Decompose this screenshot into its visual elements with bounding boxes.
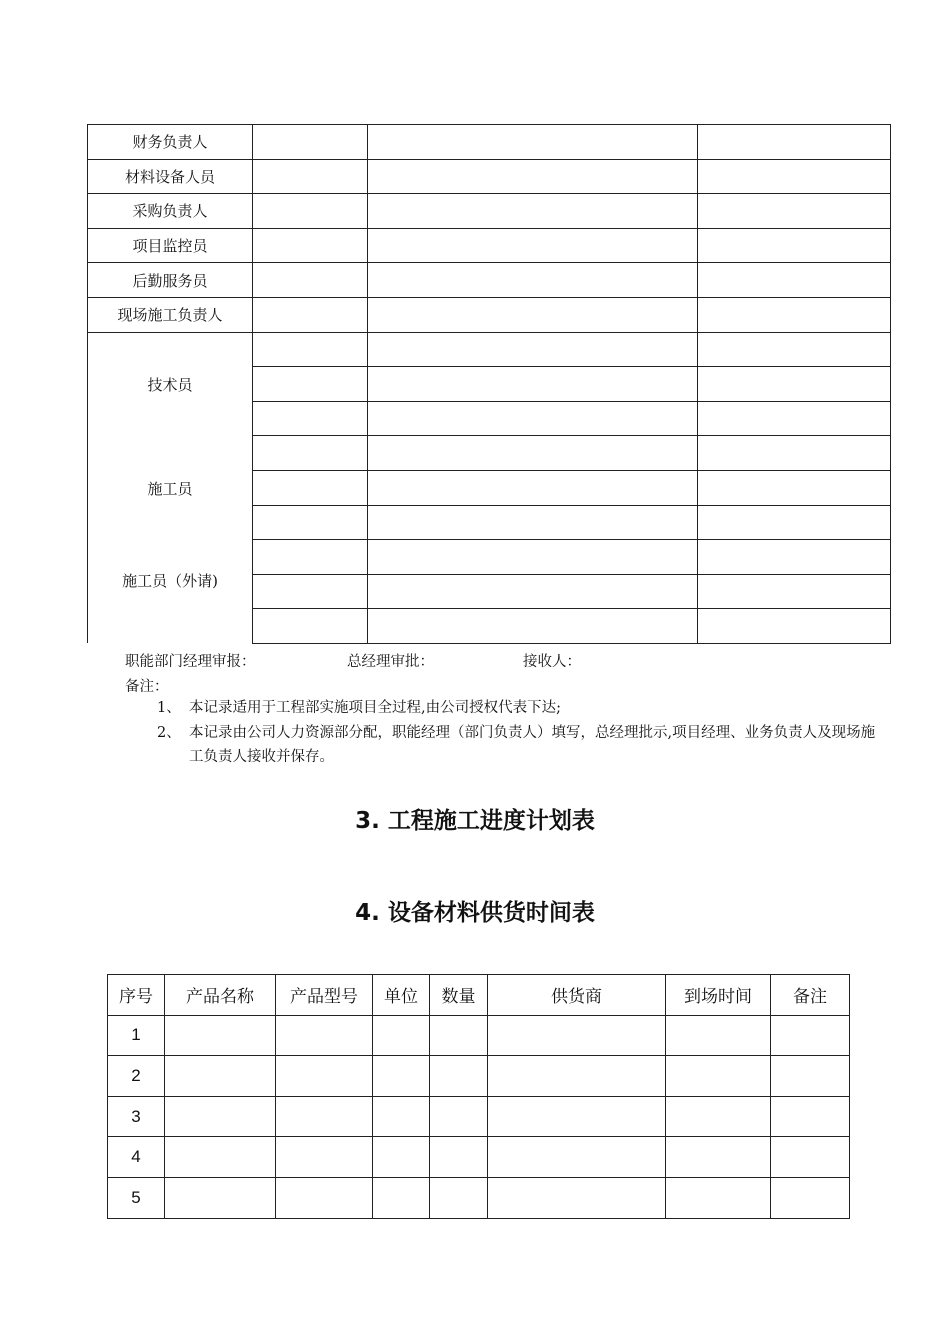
table-cell[interactable] [368,574,698,609]
table-cell[interactable] [698,505,891,540]
table-cell[interactable] [368,297,698,332]
staff-assignment-table [87,124,891,644]
table-cell[interactable] [253,125,368,160]
table-cell[interactable] [368,436,698,471]
header-product-name: 产品名称 [165,975,276,1016]
header-quantity: 数量 [430,975,488,1016]
table-cell[interactable] [253,332,368,367]
table-header-row [108,975,850,1016]
group-label-external-constructor: 施工员（外请) [122,571,218,590]
table-row [108,1096,850,1137]
role-project-monitor: 项目监控员 [88,228,253,263]
row-number: 5 [108,1177,165,1218]
table-cell[interactable] [771,1096,850,1137]
table-cell[interactable] [698,332,891,367]
table-cell[interactable] [368,540,698,575]
header-remarks: 备注 [771,975,850,1016]
table-cell[interactable] [666,1096,771,1137]
table-cell[interactable] [368,367,698,402]
table-cell[interactable] [368,194,698,229]
table-cell[interactable] [698,470,891,505]
table-cell[interactable] [430,1177,488,1218]
table-row [88,125,891,160]
receiver-label: 接收人： [523,654,581,670]
table-cell[interactable] [276,1096,373,1137]
role-logistics-staff: 后勤服务员 [88,263,253,298]
table-cell[interactable] [488,1096,666,1137]
table-cell[interactable] [165,1056,276,1097]
general-manager-approval-label: 总经理审批： [347,654,434,670]
table-row [108,1015,850,1056]
role-purchasing-lead: 采购负责人 [88,194,253,229]
table-cell[interactable] [430,1137,488,1178]
table-row [88,263,891,298]
table-cell[interactable] [253,367,368,402]
table-cell[interactable] [698,228,891,263]
table-cell[interactable] [698,540,891,575]
header-product-model: 产品型号 [276,975,373,1016]
table-cell[interactable] [698,609,891,644]
group-label-constructor: 施工员 [147,479,193,498]
table-cell[interactable] [253,159,368,194]
table-cell[interactable] [165,1177,276,1218]
row-number: 4 [108,1137,165,1178]
table-cell[interactable] [276,1177,373,1218]
table-cell[interactable] [276,1056,373,1097]
table-cell[interactable] [666,1056,771,1097]
section-title-schedule: 3. 工程施工进度计划表 [355,808,595,834]
table-cell[interactable] [253,574,368,609]
table-cell[interactable] [368,609,698,644]
header-supplier: 供货商 [488,975,666,1016]
table-cell[interactable] [253,505,368,540]
table-cell[interactable] [698,367,891,402]
table-cell[interactable] [698,263,891,298]
table-cell[interactable] [253,540,368,575]
table-row [88,228,891,263]
group-label-technician: 技术员 [147,375,193,394]
table-cell[interactable] [368,401,698,436]
table-cell[interactable] [253,194,368,229]
table-cell[interactable] [253,263,368,298]
table-cell[interactable] [276,1137,373,1178]
table-row [108,1177,850,1218]
notes-title: 备注： [125,679,169,695]
table-cell[interactable] [253,436,368,471]
staff-group-cell [88,332,253,643]
table-cell[interactable] [373,1177,430,1218]
table-cell[interactable] [430,1015,488,1056]
table-row [88,159,891,194]
header-seq: 序号 [108,975,165,1016]
note-text: 本记录适用于工程部实施项目全过程,由公司授权代表下达; [189,700,561,716]
table-cell[interactable] [698,401,891,436]
table-cell[interactable] [666,1177,771,1218]
table-cell[interactable] [488,1177,666,1218]
table-cell[interactable] [373,1056,430,1097]
table-cell[interactable] [488,1056,666,1097]
table-cell[interactable] [373,1137,430,1178]
table-cell[interactable] [368,470,698,505]
table-cell[interactable] [488,1137,666,1178]
table-row [88,194,891,229]
table-cell[interactable] [368,159,698,194]
table-cell[interactable] [253,297,368,332]
row-number: 1 [108,1015,165,1056]
row-number: 2 [108,1056,165,1097]
table-cell[interactable] [666,1015,771,1056]
table-cell[interactable] [368,263,698,298]
table-cell[interactable] [165,1096,276,1137]
header-unit: 单位 [373,975,430,1016]
table-cell[interactable] [253,609,368,644]
role-finance-lead: 财务负责人 [88,125,253,160]
table-cell[interactable] [698,159,891,194]
table-cell[interactable] [373,1015,430,1056]
dept-manager-approval-label: 职能部门经理审报： [125,654,256,670]
table-cell[interactable] [253,401,368,436]
note-number: 2、 [157,725,181,741]
table-cell[interactable] [368,505,698,540]
table-row [108,1056,850,1097]
role-materials-staff: 材料设备人员 [88,159,253,194]
note-number: 1、 [157,700,181,716]
table-cell[interactable] [771,1177,850,1218]
table-cell[interactable] [276,1015,373,1056]
row-number: 3 [108,1096,165,1137]
table-cell[interactable] [430,1056,488,1097]
table-cell[interactable] [771,1015,850,1056]
table-cell[interactable] [488,1015,666,1056]
table-cell[interactable] [253,470,368,505]
table-cell[interactable] [698,574,891,609]
table-cell[interactable] [698,297,891,332]
section-title-supply: 4. 设备材料供货时间表 [355,900,595,926]
role-site-construction-lead: 现场施工负责人 [88,297,253,332]
table-cell[interactable] [698,436,891,471]
supply-schedule-table [107,974,850,1219]
table-cell[interactable] [165,1015,276,1056]
table-row [88,297,891,332]
table-cell[interactable] [430,1096,488,1137]
note-text: 本记录由公司人力资源部分配，职能经理（部门负责人）填写，总经理批示,项目经理、业务负责人及现场施工负责人接收并保存。 [189,725,876,765]
table-cell[interactable] [698,125,891,160]
table-cell[interactable] [771,1056,850,1097]
table-cell[interactable] [165,1137,276,1178]
table-cell[interactable] [698,194,891,229]
table-cell[interactable] [373,1096,430,1137]
table-row [88,332,891,367]
table-row [108,1137,850,1178]
header-arrival-time: 到场时间 [666,975,771,1016]
table-cell[interactable] [368,332,698,367]
table-cell[interactable] [666,1137,771,1178]
table-cell[interactable] [253,228,368,263]
table-cell[interactable] [771,1137,850,1178]
table-cell[interactable] [368,228,698,263]
table-cell[interactable] [368,125,698,160]
